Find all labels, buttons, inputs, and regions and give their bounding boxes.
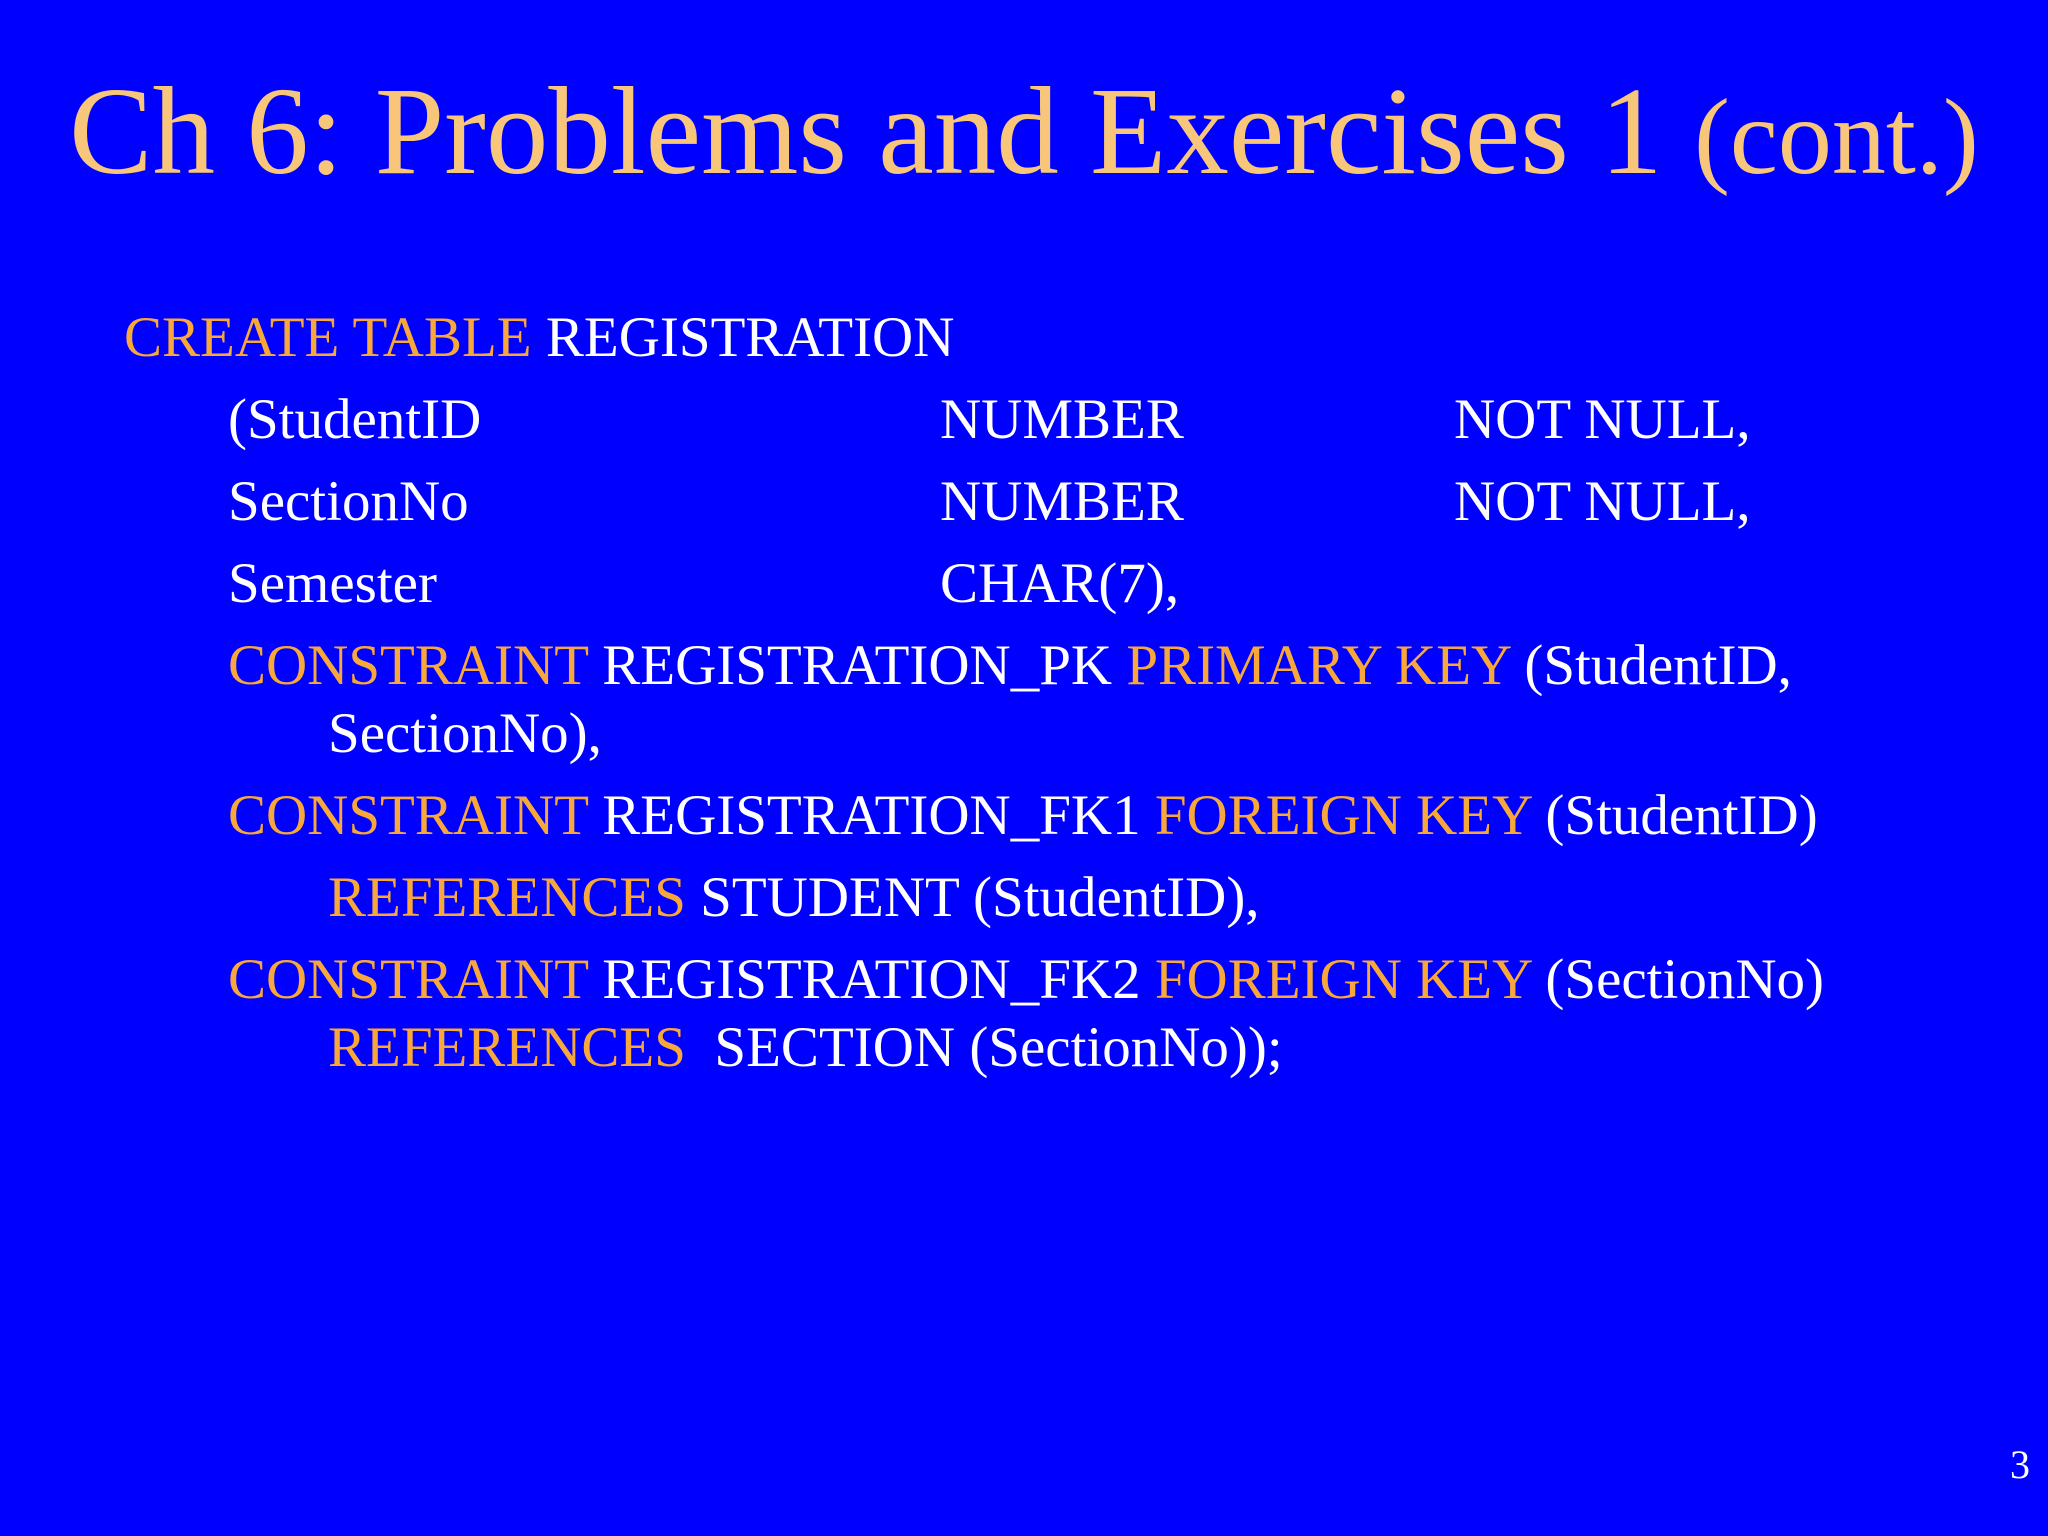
create-table-keyword: CREATE TABLE xyxy=(124,306,532,369)
column-type-sectionno: NUMBER xyxy=(940,470,1184,533)
column-name-semester: Semester xyxy=(228,552,437,615)
fk2-constraint-line xyxy=(228,947,1824,1013)
constraint-keyword: CONSTRAINT xyxy=(228,784,588,847)
column-type-semester: CHAR(7), xyxy=(940,552,1180,615)
fk1-columns: (StudentID) xyxy=(1531,784,1818,847)
fk1-constraint-name: REGISTRATION_FK1 xyxy=(587,784,1155,847)
pk-constraint-name: REGISTRATION_PK xyxy=(587,634,1127,697)
pk-columns: (StudentID, xyxy=(1510,634,1792,697)
fk2-columns: (SectionNo) xyxy=(1531,948,1824,1011)
slide-title-suffix: (cont.) xyxy=(1693,78,1979,197)
column-name-sectionno: SectionNo xyxy=(228,470,469,533)
column-name-studentid: (StudentID xyxy=(228,388,482,451)
fk1-reference-target: STUDENT (StudentID), xyxy=(685,866,1260,929)
fk1-constraint-line xyxy=(228,783,1818,849)
page-number: 3 xyxy=(2010,1442,2030,1487)
pk-constraint-line xyxy=(228,633,1792,699)
create-table-line xyxy=(124,305,954,371)
references-keyword: REFERENCES xyxy=(328,1016,686,1079)
foreign-key-keyword: FOREIGN KEY xyxy=(1154,948,1532,1011)
references-keyword: REFERENCES xyxy=(328,866,686,929)
constraint-keyword: CONSTRAINT xyxy=(228,634,588,697)
column-constraint-sectionno: NOT NULL, xyxy=(1454,470,1751,533)
fk2-references-line xyxy=(328,1015,1283,1081)
pk-columns-continued: SectionNo), xyxy=(328,702,602,765)
column-type-studentid: NUMBER xyxy=(940,388,1184,451)
fk1-references-line xyxy=(328,865,1260,931)
constraint-keyword: CONSTRAINT xyxy=(228,948,588,1011)
fk2-reference-target: SECTION (SectionNo)); xyxy=(685,1016,1283,1079)
foreign-key-keyword: FOREIGN KEY xyxy=(1154,784,1532,847)
table-name: REGISTRATION xyxy=(531,306,955,369)
primary-key-keyword: PRIMARY KEY xyxy=(1126,634,1511,697)
slide-title-main: Ch 6: Problems and Exercises 1 xyxy=(69,63,1694,201)
fk2-constraint-name: REGISTRATION_FK2 xyxy=(587,948,1155,1011)
column-constraint-studentid: NOT NULL, xyxy=(1454,388,1751,451)
